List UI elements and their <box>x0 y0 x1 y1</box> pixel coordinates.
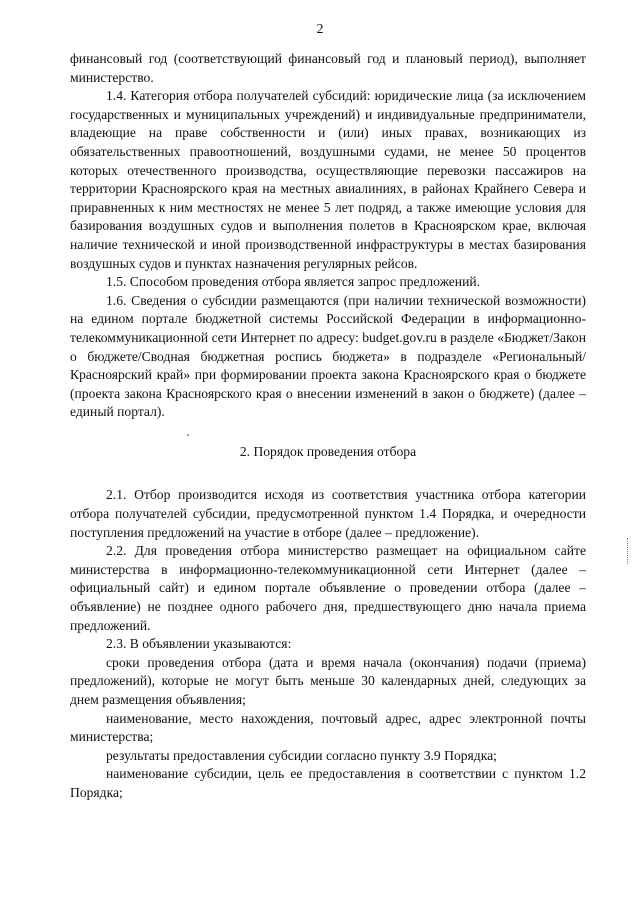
paragraph: наименование, место нахождения, почтовый адрес, адрес электронной почты министерства; <box>70 710 586 745</box>
paragraph: 2.2. Для проведения отбора министерство размещает на официальном сайте министерства в информационно-телекоммуникационной сети Интернет (далее – официальный сайт) и едином портале объявление о проведении отбора (далее – объявление) не позднее одного рабочего дня, предшествующего дню начала приема предложений. <box>70 543 586 633</box>
paragraph: финансовый год (соответствующий финансовый год и плановый период), выполняет министерство. <box>70 51 586 85</box>
paragraph: 1.5. Способом проведения отбора является запрос предложений. <box>106 274 481 290</box>
paragraph: наименование субсидии, цель ее предоставления в соответствии с пунктом 1.2 Порядка; <box>70 766 586 800</box>
section-heading: 2. Порядок проведения отбора <box>239 443 417 459</box>
page-number: 2 <box>316 22 324 37</box>
scan-edge-mark <box>627 538 629 564</box>
paragraph: результаты предоставления субсидии согласно пункту 3.9 Порядка; <box>106 747 497 763</box>
paragraph: 2.1. Отбор производится исходя из соответствия участника отбора категории отбора получателей субсидии, предусмотренной пунктом 1.4 Порядка, и очередности поступления предложений на участие в отборе (далее – предложение). <box>70 487 586 540</box>
document-body <box>70 50 586 803</box>
paragraph: сроки проведения отбора (дата и время начала (окончания) подачи (приема) предложений), которые не могут быть меньше 30 календарных дней, следующих за днем размещения объявления; <box>70 654 586 707</box>
scan-speck <box>187 434 189 436</box>
paragraph: 2.3. В объявлении указываются: <box>106 636 292 652</box>
paragraph: 1.6. Сведения о субсидии размещаются (при наличии технической возможности) на едином портале бюджетной системы Российской Федерации в информационно-телекоммуникационной сети Интернет по адресу: budget.gov.ru в разделе «Бюджет/Закон о бюджете/Сводная бюджетная роспись бюджета» в подразделе «Региональный/Красноярский край» при формировании проекта закона Красноярского края о бюджете (проекта закона Красноярского края о внесении изменений в закон о бюджете) (далее – единый портал). <box>70 292 586 420</box>
paragraph: 1.4. Категория отбора получателей субсидий: юридические лица (за исключением государственных и муниципальных учреждений) и индивидуальные предприниматели, владеющие на праве собственности и (или) иных правах, возникающих из обязательственных правоотношений, воздушными судами, не менее 50 процентов которых отечественного производства, осуществляющие перевозки пассажиров на территории Красноярского края на местных авиалиниях, в районах Крайнего Севера и приравненных к ним местностях не менее 5 лет подряд, а также имеющие условия для базирования воздушных судов и выполнения полетов в Красноярском крае, включая наличие технической и иной производственной инфраструктуры в местах базирования воздушных судов и пунктах назначения регулярных рейсов. <box>70 88 586 271</box>
